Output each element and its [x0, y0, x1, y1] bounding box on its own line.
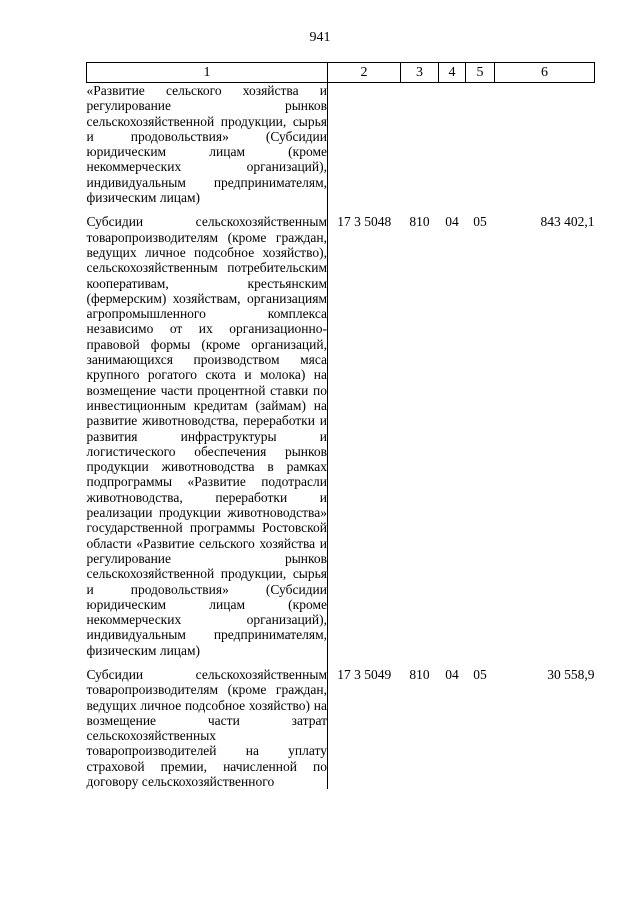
column-header-6: 6 — [495, 63, 595, 83]
row-amount: 843 402,1 — [540, 214, 595, 230]
row-expense-type — [401, 83, 439, 206]
row-subsection: 05 — [473, 666, 487, 682]
table-row — [87, 205, 595, 658]
row-amount: 30 558,9 — [547, 666, 595, 682]
column-header-4: 4 — [439, 63, 466, 83]
table-header-row — [87, 63, 595, 83]
row-description: «Развитие сельского хозяйства и регулирование рынков сельскохозяйственной продукции, сырья и продовольствия» (Субсидии юридическим лицам (кроме некоммерческих организаций), индивидуальным предпринимателям, физическим лицам) — [86, 83, 327, 206]
row-description: Субсидии сельскохозяйственным товаропроизводителям (кроме граждан, ведущих личное подсобное хозяйство) на возмещение части затрат сельскохозяйственных товаропроизводителей на уплату страховой премии, начисленной по договору сельскохозяйственного — [87, 658, 328, 789]
table-row — [87, 658, 595, 789]
row-section: 04 — [445, 666, 459, 682]
row-section: 04 — [445, 214, 459, 230]
column-header-5: 5 — [466, 63, 495, 83]
page-number: 941 — [309, 30, 331, 45]
row-target-code: 17 3 5049 — [337, 666, 392, 682]
row-expense-type: 810 — [409, 666, 430, 682]
row-description: Субсидии сельскохозяйственным товаропроизводителям (кроме граждан, ведущих личное подсобное хозяйство), сельскохозяйственным потребительским кооперативам, крестьянским (фермерским) хозяйствам, организациям агропромышленного комплекса независимо от их организационно-правовой формы (кроме организаций, занимающихся производством мяса крупного рогатого скота и молока) на возмещение части процентной ставки по инвестиционным кредитам (займам) на развитие животноводства, переработки и развития инфраструктуры и логистического обеспечения рынков продукции животноводства в рамках подпрограммы «Развитие подотрасли животноводства, переработки и реализации продукции животноводства» государственной программы Ростовской области «Развитие сельского хозяйства и регулирование рынков сельскохозяйственной продукции, сырья и продовольствия» (Субсидии юридическим лицам (кроме некоммерческих организаций), индивидуальным предпринимателям, физическим лицам) — [87, 205, 328, 658]
row-amount — [495, 83, 595, 206]
row-section — [439, 83, 466, 206]
budget-table — [86, 62, 595, 789]
row-subsection — [466, 83, 495, 206]
column-header-3: 3 — [401, 63, 439, 83]
table-row — [87, 83, 595, 206]
row-target-code: 17 3 5048 — [337, 214, 392, 230]
column-header-1: 1 — [87, 63, 328, 83]
row-subsection: 05 — [473, 214, 487, 230]
row-target-code — [328, 83, 401, 206]
column-header-2: 2 — [328, 63, 401, 83]
row-expense-type: 810 — [409, 214, 430, 230]
